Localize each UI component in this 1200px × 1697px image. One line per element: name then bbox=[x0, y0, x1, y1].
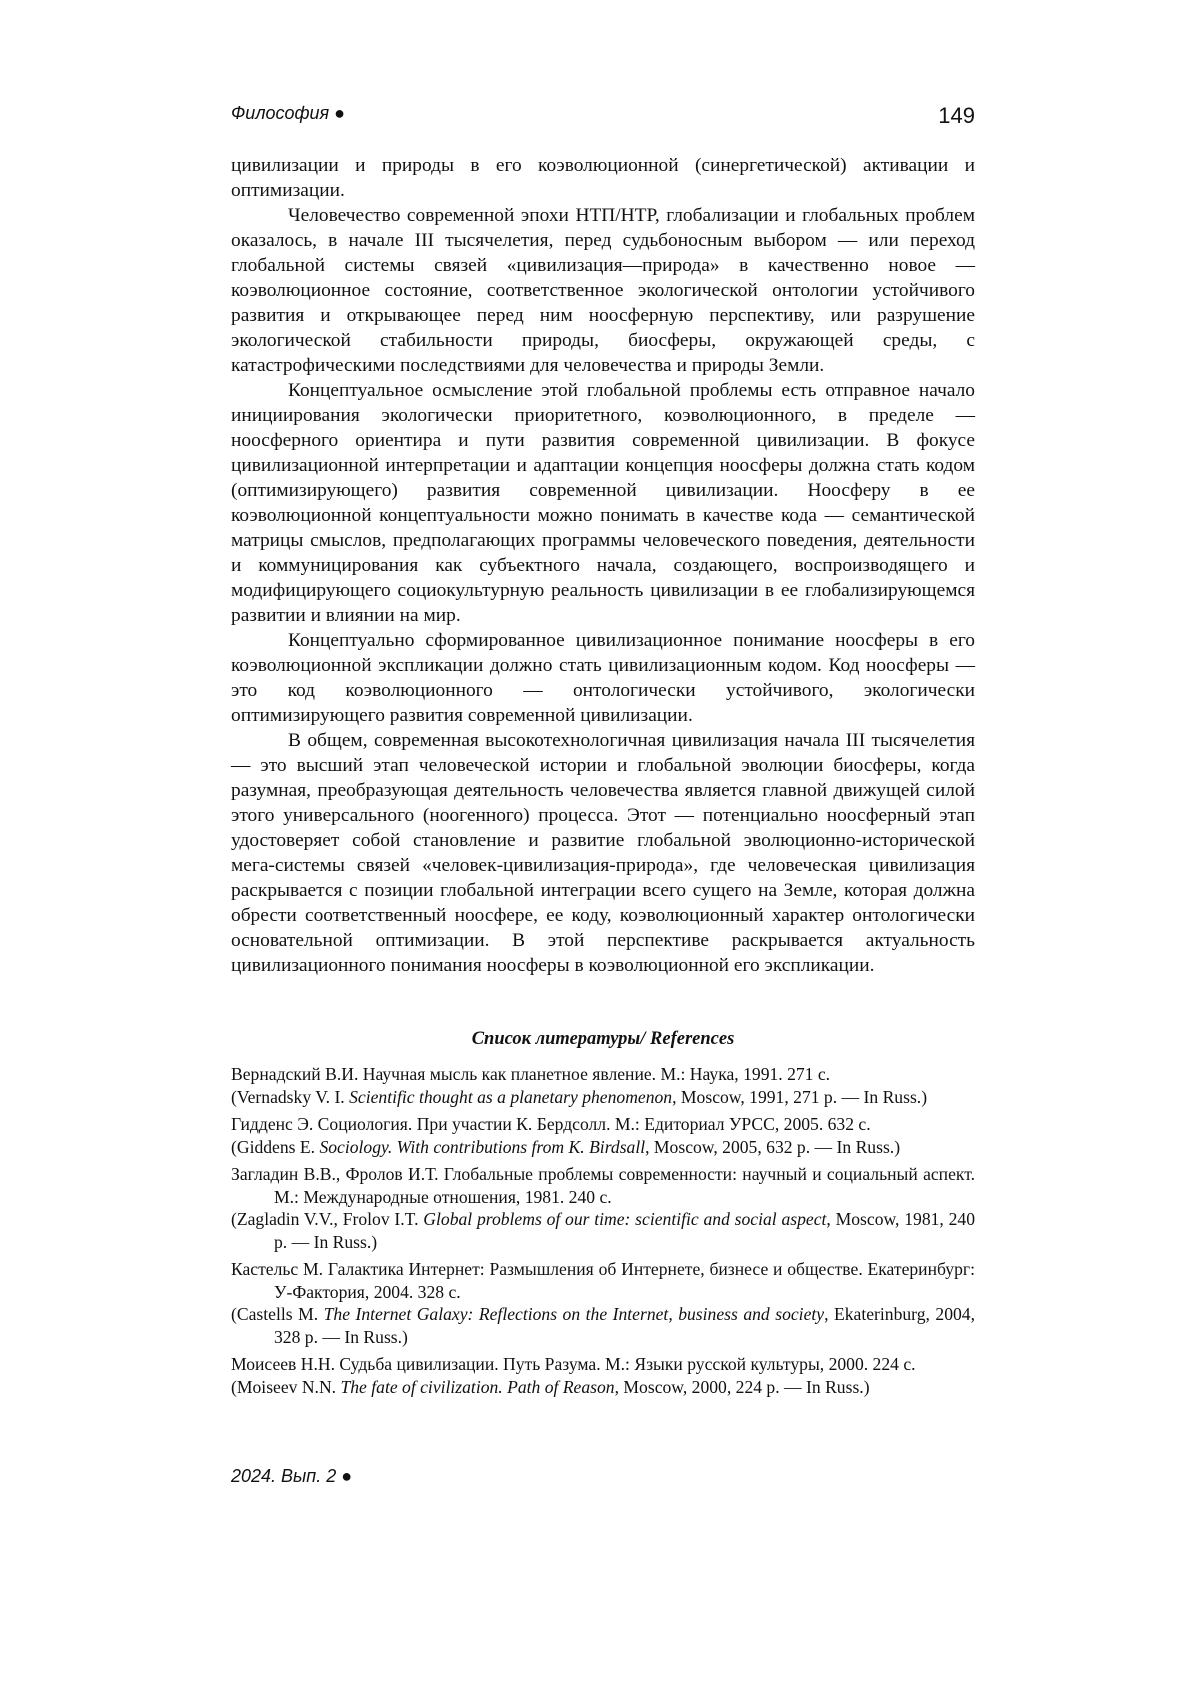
reference-ru: Загладин В.В., Фролов И.Т. Глобальные проблемы современности: научный и соци­альный аспект. М.: Международные отношения, 1981. 240 с. bbox=[231, 1163, 975, 1208]
running-header-section: Философия ● bbox=[231, 103, 345, 124]
journal-page bbox=[0, 0, 1200, 1697]
paragraph-continued: цивилизации и природы в его коэволюционной (синергетической) активации и оптимизации. bbox=[231, 153, 975, 203]
paragraph: Человечество современной эпохи НТП/НТР, глобализации и глобальных проблем оказалось, в начале III тысячелетия, перед судьбоносным выбором — или переход глобальной системы связей «цивилизация—природа» в качественно новое — коэволюционное состояние, соответственное экологической онтологии устойчивого развития и открывающее перед ним ноосферную перспективу, или разрушение экологической стабильности природы, биосферы, окружающей среды, с катастрофическими последствиями для человечества и природы Земли. bbox=[231, 203, 975, 378]
paragraph: Концептуально сформированное цивилизационное понимание но­осферы в его коэволюционной экспликации должно стать цивилизационным кодом. Код ноосферы — это код коэволюционного — онтологически устойчи­вого, экологически оптимизирующего развития современной цивилизации. bbox=[231, 628, 975, 728]
reference-en-authors: (Castells M. bbox=[231, 1304, 324, 1324]
references-heading: Список литературы/ References bbox=[231, 1029, 975, 1050]
reference-en bbox=[231, 1086, 975, 1109]
reference-en-authors: (Vernadsky V. I. bbox=[231, 1087, 349, 1107]
reference-en-title: The fate of civilization. Path of Reason bbox=[340, 1377, 614, 1397]
paragraph: Концептуальное осмысление этой глобальной проблемы есть отправное начало инициирования экологически приоритетного, коэволюционного, в пре­деле — ноосферного ориентира и пути развития современной цивилизации. В фокусе цивилизационной интерпретации и адаптации концепция ноосферы должна стать кодом (оптимизирующего) развития современной цивилизации. Ноосферу в ее коэволюционной концептуальности можно понимать в качестве кода — семантической матрицы смыслов, предполагающих программы челове­ческого поведения, деятельности и коммуницирования как субъектного начала, создающего, воспроизводящего и модифицирующего социокультурную реаль­ность цивилизации в ее глобализирующемся развитии и влиянии на мир. bbox=[231, 378, 975, 628]
reference-en bbox=[231, 1376, 975, 1399]
reference-en-title: Global problems of our time: scientific and social aspect bbox=[423, 1209, 826, 1229]
reference-en bbox=[231, 1303, 975, 1348]
reference-en-title: Sociology. With contributions from K. Birdsall bbox=[319, 1137, 645, 1157]
reference-en bbox=[231, 1136, 975, 1159]
references-list bbox=[231, 1063, 975, 1403]
article-body bbox=[231, 153, 975, 978]
reference-en-details: , Moscow, 1991, 271 p. — In Russ.) bbox=[672, 1087, 927, 1107]
reference-ru: Вернадский В.И. Научная мысль как планетное явление. М.: Наука, 1991. 271 с. bbox=[231, 1063, 975, 1086]
reference-en-title: The Internet Galaxy: Reflections on the Internet, business and society bbox=[324, 1304, 824, 1324]
running-footer-issue: 2024. Вып. 2 ● bbox=[231, 1466, 352, 1487]
reference-entry bbox=[231, 1113, 975, 1158]
reference-en-details: , Ekaterin­burg, 2004, 328 p. — In Russ.) bbox=[274, 1304, 975, 1347]
reference-entry bbox=[231, 1353, 975, 1398]
reference-ru: Кастельс М. Галактика Интернет: Размышления об Интернете, бизнесе и обществе. Екатеринбург: У-Фактория, 2004. 328 с. bbox=[231, 1258, 975, 1303]
reference-en-authors: (Moiseev N.N. bbox=[231, 1377, 340, 1397]
reference-en-details: , Moscow, 2005, 632 p. — In Russ.) bbox=[645, 1137, 900, 1157]
reference-en-title: Scientific thought as a planetary phenomenon bbox=[349, 1087, 672, 1107]
reference-ru: Гидденс Э. Социология. При участии К. Бердсолл. М.: Едиториал УРСС, 2005. 632 с. bbox=[231, 1113, 975, 1136]
page-number: 149 bbox=[895, 103, 975, 129]
reference-entry bbox=[231, 1258, 975, 1348]
reference-en-details: , Mos­cow, 1981, 240 p. — In Russ.) bbox=[274, 1209, 975, 1252]
reference-en-authors: (Zagladin V.V., Frolov I.T. bbox=[231, 1209, 423, 1229]
reference-en-authors: (Giddens E. bbox=[231, 1137, 319, 1157]
reference-en bbox=[231, 1208, 975, 1253]
reference-en-details: , Moscow, 2000, 224 p. — In Russ.) bbox=[615, 1377, 870, 1397]
reference-entry bbox=[231, 1163, 975, 1253]
paragraph: В общем, современная высокотехнологичная цивилизация начала III ты­сячелетия — это высший этап человеческой истории и глобальной эволюции биосферы, когда разумная, преобразующая деятельность человечества является главной движущей силой этого универсального (ноогенного) процесса. Этот — потенциально ноосферный этап удостоверяет собой становление и развитие гло­бальной эволюционно-исторической мега-системы связей «человек-цивилиза­ция-природа», где человеческая цивилизация раскрывается с позиции глобаль­ной интеграции всего сущего на Земле, которая должна обрести соответственный ноосфере, ее коду, коэволюционный характер онтологически основательной оптимизации. В этой перспективе раскрывается актуальность цивилизационного понимания ноосферы в коэволюционной его экспликации. bbox=[231, 728, 975, 978]
reference-entry bbox=[231, 1063, 975, 1108]
reference-ru: Моисеев Н.Н. Судьба цивилизации. Путь Разума. М.: Языки русской культуры, 2000. 224 с. bbox=[231, 1353, 975, 1376]
